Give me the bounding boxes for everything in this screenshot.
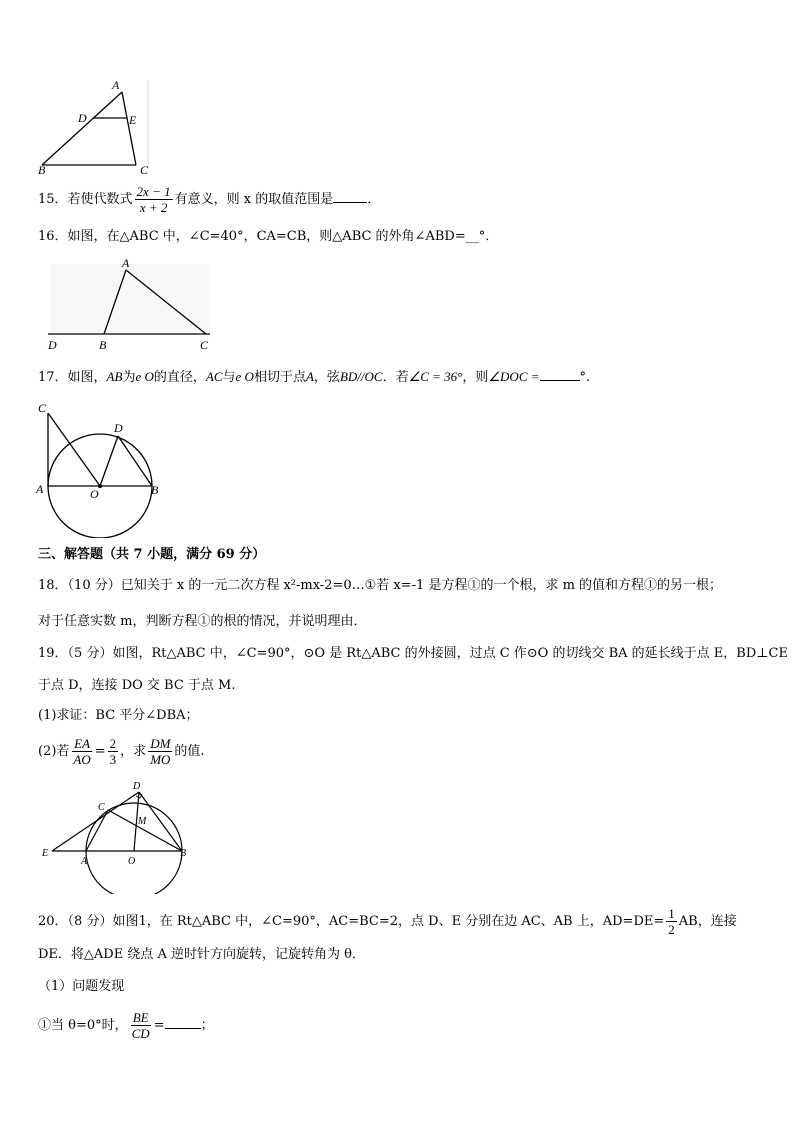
label-c: C <box>98 802 105 813</box>
frac-den: AO <box>73 752 91 767</box>
q20-text: ①当 θ=0°时， <box>38 1018 128 1033</box>
question-19-part2 <box>38 736 205 767</box>
q20-fraction-half <box>666 906 677 937</box>
q15-suffix: 有意义，则 x 的取值范围是 <box>174 192 334 207</box>
label-e: E <box>129 113 137 127</box>
q15-answer-blank[interactable] <box>333 190 367 203</box>
q15-end: ． <box>367 192 381 207</box>
question-17 <box>38 368 590 387</box>
label-a: A <box>122 256 130 270</box>
figure-q17-circle <box>34 398 166 538</box>
figure-q19-circle <box>38 776 198 894</box>
frac-num: 2 <box>109 736 117 751</box>
frac-den: MO <box>150 752 171 767</box>
q19-text: (2)若 <box>38 744 70 759</box>
q17-doc: ∠DOC = <box>488 369 540 384</box>
label-a: A <box>112 78 120 92</box>
q17-circle: e O <box>135 369 154 384</box>
q17-point-a: A <box>305 369 314 384</box>
q15-fraction <box>135 184 173 215</box>
label-c: C <box>200 338 209 352</box>
frac-den: 2 <box>668 922 675 937</box>
label-d: D <box>133 781 141 792</box>
frac-den: CD <box>131 1026 150 1041</box>
label-m: M <box>138 816 147 827</box>
label-a: A <box>36 482 44 496</box>
q17-circle: e O <box>235 369 254 384</box>
label-c: C <box>140 163 149 177</box>
q17-text: ，则 <box>462 370 489 385</box>
q17-ab: AB <box>106 369 123 384</box>
label-o: O <box>128 856 136 867</box>
q19-eq: = <box>94 744 106 759</box>
q20-text: AB，连接 <box>678 914 737 929</box>
q17-answer-blank[interactable] <box>540 368 580 381</box>
q19-fraction-2-3 <box>108 736 119 767</box>
q15-prefix: 15．若使代数式 <box>38 192 133 207</box>
q17-ac: AC <box>205 369 223 384</box>
q20-answer-blank[interactable] <box>165 1016 201 1029</box>
q19-fraction-ea-ao <box>71 736 92 767</box>
question-20-line1 <box>38 906 737 937</box>
frac-den: 3 <box>109 752 117 767</box>
q17-end: °. <box>579 370 591 385</box>
label-d: D <box>78 111 87 125</box>
frac-num: BE <box>132 1010 149 1025</box>
figure-q16-triangle <box>40 256 220 354</box>
figure-triangle-de-bc <box>36 76 156 178</box>
q17-bd: BD//OC <box>339 369 383 384</box>
q20-text: 20．（8 分）如图1，在 Rt△ABC 中，∠C=90°，AC=BC=2，点 D、E 分别在边 AC、AB 上，AD=DE= <box>38 914 665 929</box>
label-d: D <box>114 421 123 435</box>
question-16: 16．如图，在△ABC 中，∠C=40°，CA=CB，则△ABC 的外角∠ABD=__°． <box>38 229 499 244</box>
question-19-line2: 于点 D，连接 DO 交 BC 于点 M. <box>38 678 236 693</box>
label-e: E <box>42 848 49 859</box>
question-19-part1: (1)求证：BC 平分∠DBA； <box>38 708 199 723</box>
question-20-line2: DE．将△ADE 绕点 A 逆时针方向旋转，记旋转角为 θ． <box>38 947 365 962</box>
q17-text: 与 <box>222 370 236 385</box>
label-c: C <box>38 401 47 415</box>
q20-fraction-be-cd <box>130 1010 152 1041</box>
q19-fraction-dm-mo <box>148 736 172 767</box>
frac-num: 1 <box>668 906 675 921</box>
q17-angle: ∠C = 36° <box>408 369 463 384</box>
question-18-line1: 18．（10 分）已知关于 x 的一元二次方程 x²-mx-2=0…①若 x=-1 是方程①的一个根，求 m 的值和方程①的另一根； <box>38 578 723 593</box>
question-18-line2: 对于任意实数 m，判断方程①的根的情况，并说明理由． <box>38 614 367 629</box>
label-a: A <box>81 856 88 867</box>
q17-text: 的直径， <box>153 370 206 385</box>
q20-eq: = <box>153 1018 165 1033</box>
q17-text: ．若 <box>382 370 409 385</box>
question-19-line1: 19．（5 分）如图，Rt△ABC 中，∠C=90°，⊙O 是 Rt△ABC 的外接圆，过点 C 作⊙O 的切线交 BA 的延长线于点 E，BD⊥CE <box>38 646 788 661</box>
q17-text: 相切于点 <box>253 370 306 385</box>
q15-denominator: x + 2 <box>139 200 168 215</box>
question-15 <box>38 184 380 215</box>
q17-text: 为 <box>122 370 136 385</box>
question-20-subheading: （1）问题发现 <box>38 979 125 994</box>
label-b: B <box>99 338 107 352</box>
section-3-heading: 三、解答题（共 7 小题，满分 69 分） <box>38 547 266 562</box>
q19-text: ，求 <box>120 744 147 759</box>
question-20-item1 <box>38 1010 214 1041</box>
label-b: B <box>180 848 187 859</box>
q17-text: 17．如图， <box>38 370 107 385</box>
label-o: O <box>90 487 99 501</box>
label-b: B <box>151 483 159 497</box>
frac-num: EA <box>74 736 91 751</box>
q19-text: 的值. <box>174 744 205 759</box>
q15-numerator: 2x − 1 <box>136 184 171 199</box>
q20-text: ； <box>200 1018 214 1033</box>
frac-num: DM <box>150 736 171 751</box>
label-d: D <box>48 338 57 352</box>
q17-text: ，弦 <box>313 370 340 385</box>
label-b: B <box>38 163 46 177</box>
